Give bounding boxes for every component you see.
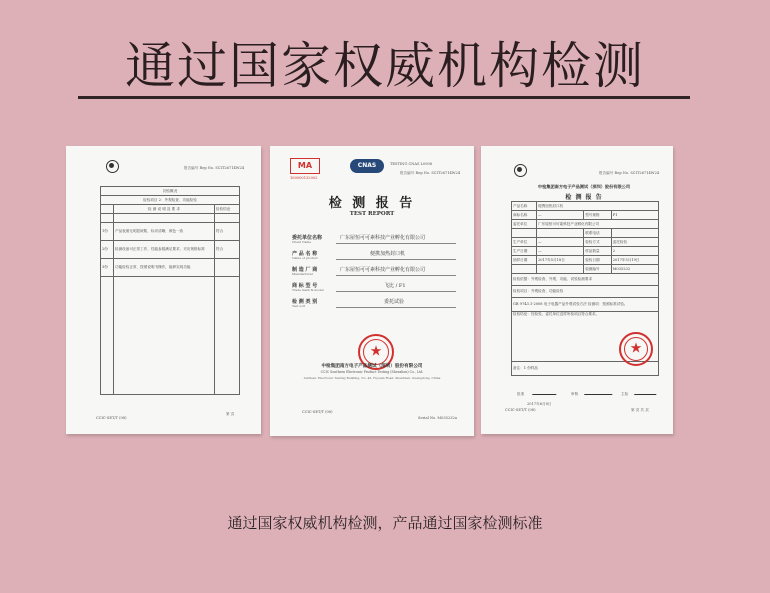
table-section: 检验项目 2：外观检查、功能检验	[101, 196, 240, 205]
field-list	[292, 234, 462, 314]
table-row: 委托单位 广东屋恒可可素科技产业孵化有限公司	[512, 220, 659, 229]
items-text: 检验项目：外观检查、功能检验	[512, 286, 659, 298]
serial-number: Serial No. M035232a	[418, 416, 457, 420]
sign-approve: 批准	[517, 392, 525, 396]
inspection-summary-table	[100, 186, 240, 395]
official-red-stamp: ★	[358, 334, 394, 370]
table-row: 生产日期 — 样品数量 2	[512, 247, 659, 256]
page-number: 第 页	[226, 412, 235, 416]
footer-code: CCIC-SET/T (08)	[96, 416, 127, 420]
report-title-en: TEST REPORT	[349, 211, 395, 217]
org-name: 中检集团南方电子产品测试（深圳）股份有限公司	[321, 364, 423, 369]
page-caption: 通过国家权威机构检测，产品通过国家检测标准	[227, 514, 543, 532]
report-number: 报告编号 Rep No. SCIT26714W24	[400, 171, 461, 175]
center-report-cover	[270, 146, 474, 436]
conclusion-text: 检验结论：经检验，委托单位送样所检项目符合要求。	[512, 312, 659, 362]
page-number: 第 页 共 页	[631, 408, 649, 412]
official-red-stamp: ★	[619, 332, 653, 366]
table-row: 生产单位 — 检验方式 委托检验	[512, 238, 659, 247]
left-report-page	[66, 146, 261, 434]
org-name-en: CCIC Southern Electronic Product Testing (Shenzhen) Co., Ltd.	[320, 370, 424, 374]
sign-inspector: 主检	[621, 392, 629, 396]
footer-code: CCIC-SET/T (08)	[302, 410, 333, 414]
sign-review: 审核	[571, 392, 579, 396]
table-row: 检测编号 M035232	[512, 265, 659, 274]
footer-code: CCIC-SET/T (08)	[505, 408, 536, 412]
field-row: 制 造 厂 商 Manufacturer 广东屋恒可可素科技产业孵化有限公司	[292, 267, 426, 276]
cnas-subtitle: TESTING CNAS L0908	[390, 162, 433, 166]
table-row: 3份 功能检验正常，按照说明书操作，能够实现功能	[101, 259, 240, 277]
field-row: 商 标 型 号 Trade mark & model 飞比 / F1	[292, 283, 406, 292]
field-row: 检 测 类 别 Test sort 委托试验	[292, 299, 405, 308]
table-header: 初验概况	[101, 187, 240, 196]
ma-number: 160000132002	[290, 176, 318, 180]
ccic-logo-icon	[106, 160, 119, 173]
table-row: 商标名称 — 型号规格 F1	[512, 211, 659, 220]
report-number: 报告编号 Rep No. SCIT26714W24	[184, 166, 245, 170]
table-row: 联系电话	[512, 229, 659, 238]
report-number: 报告编号 Rep No. SCIT26714W24	[599, 171, 660, 175]
report-title: 检 测 报 告	[328, 196, 416, 211]
org-name: 中检集团南方电子产品测试（深圳）股份有限公司	[537, 184, 631, 189]
table-row: 产品名称 便携加热封口机	[512, 202, 659, 211]
table-column-requirements: 检 测 说 明 及 要 求	[114, 205, 215, 214]
headline-underline	[78, 96, 690, 99]
standard-text: GB 9743.1-2008 电子电器产品外观试验方法 检测项：按照标准试验。	[512, 298, 659, 312]
report-date: 2017年6月8日	[527, 402, 552, 406]
org-address: Address: Electronic Testing Building, No. 43, Fuyuan Road, Shenzhen, Guangdong, China	[303, 376, 441, 380]
remark-text: 备注：1 份样品	[512, 362, 659, 376]
signature-mark	[532, 390, 558, 395]
table-row: 2份 检测设备可正常工作，性能参数满足要求，对应规格标准 符合	[101, 241, 240, 259]
cnas-logo-icon: CNAS	[350, 159, 384, 173]
table-row: 抽样日期 2017年5月18日 检验日期 2017年5月19日	[512, 256, 659, 265]
signature-mark	[584, 390, 614, 395]
right-report-page	[481, 146, 673, 434]
field-row: 产 品 名 称 Name of product 便携加热封口机	[292, 251, 406, 260]
report-title: 检 测 报 告	[565, 194, 603, 201]
field-row: 委托单位名称 Client Name 广东屋恒可可素科技产业孵化有限公司	[292, 235, 426, 244]
basis-text: 检验依据：外观检查、外观、功能、试验检测要求	[512, 274, 659, 286]
ccic-logo-icon	[514, 164, 527, 177]
ma-logo-icon: MA	[290, 158, 320, 174]
table-column-conclusion: 检验结论	[215, 205, 240, 214]
table-row: 1份 产品表面无明显缺陷，标识清晰，颜色一致 符合	[101, 223, 240, 241]
signature-mark	[634, 390, 658, 395]
page-headline: 通过国家权威机构检测	[125, 37, 645, 95]
